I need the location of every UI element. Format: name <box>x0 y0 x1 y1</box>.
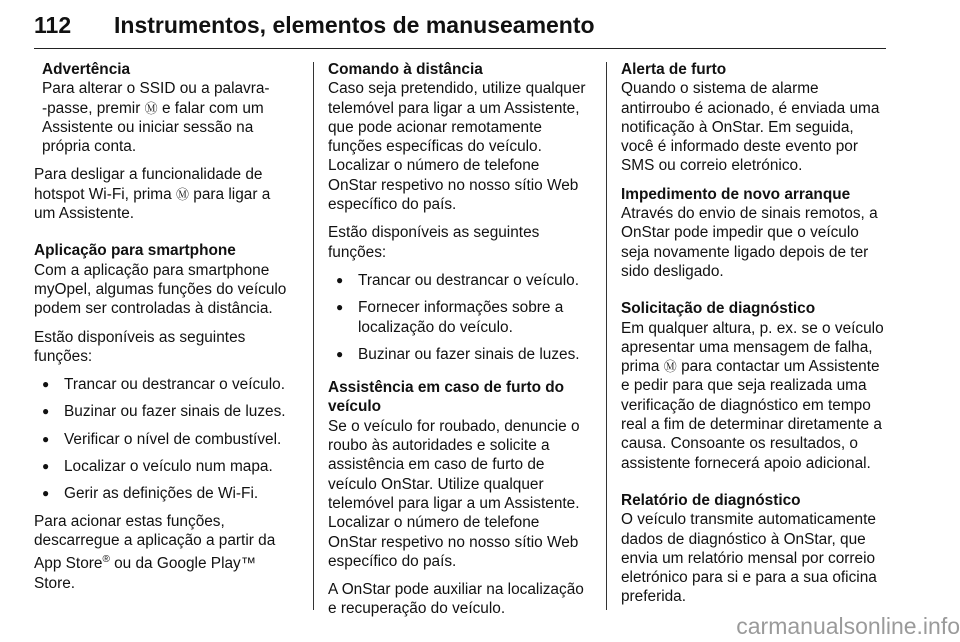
section-heading: Relatório de diagnóstico <box>621 491 801 509</box>
registered-mark: ® <box>102 554 110 566</box>
paragraph: Caso seja pretendido, utilize qualquer telemóvel para ligar a um Assistente, que pode acionar remotamente funções específicas do veículo. Localizar o número de telefone OnStar respetivo no nosso sítio Web específico do país. <box>328 80 586 214</box>
warning-line: Assistente ou iniciar sessão na <box>42 118 254 136</box>
warning-line: Para alterar o SSID ou a palavra- <box>42 80 270 98</box>
section-heading: Solicitação de diagnóstico <box>621 300 816 318</box>
paragraph: O veículo transmite automaticamente dados de diagnóstico à OnStar, que envia um relatório mensal por correio eletrónico para si e para a sua oficina preferida. <box>621 511 877 606</box>
list-item: ● Gerir as definições de Wi-Fi. <box>34 484 298 503</box>
warning-title: Advertência <box>42 61 131 78</box>
paragraph: Em qualquer altura, p. ex. se o veículo apresentar uma mensagem de falha, prima Ⓜ para contactar um Assistente e pedir para que seja realizada uma verificação de diagnóstico em tempo real a fim de determinar diretamente a causa. Consoante os resultados, o assistente fornecerá apoio adicional. <box>621 319 884 472</box>
list-item: ● Trancar ou destrancar o veículo. <box>34 375 298 394</box>
column-divider <box>313 62 314 610</box>
paragraph: Com a aplicação para smartphone myOpel, algumas funções do veículo podem ser controladas à distância. <box>34 261 287 318</box>
list-item: ● Localizar o veículo num mapa. <box>34 457 298 476</box>
paragraph: Quando o sistema de alarme antirroubo é acionado, é enviada uma notificação à OnStar. Em seguida, você é informado deste evento por SMS ou correio eletrónico. <box>621 80 880 175</box>
warning-box <box>34 60 298 156</box>
column-2 <box>328 60 592 619</box>
column-3 <box>621 60 889 607</box>
onstar-button-icon: Ⓜ <box>144 100 158 116</box>
paragraph: Se o veículo for roubado, denuncie o roubo às autoridades e solicite a assistência em caso de furto de veículo OnStar. Utilize qualquer telemóvel para ligar a um Assistente. Localizar o número de telefone OnStar respetivo no nosso sítio Web específico do país. <box>328 417 580 570</box>
section-heading: Comando à distância <box>328 61 483 78</box>
paragraph: A OnStar pode auxiliar na localização e recuperação do veículo. <box>328 581 584 618</box>
section-heading: Impedimento de novo arranque <box>621 185 851 203</box>
paragraph: Através do envio de sinais remotos, a OnStar pode impedir que o veículo seja novamente ligado depois de ter sido desligado. <box>621 205 878 280</box>
list-item: ● Fornecer informações sobre a localização do veículo. <box>328 298 592 337</box>
list-item: ● Buzinar ou fazer sinais de luzes. <box>328 345 592 364</box>
bullet-list <box>34 375 298 503</box>
warning-line: -passe, premir Ⓜ e falar com um <box>42 99 264 117</box>
section-heading: Alerta de furto <box>621 61 727 78</box>
page-number: 112 <box>34 12 72 38</box>
warning-line: própria conta. <box>42 138 137 156</box>
section-heading: Assistência em caso de furto do veículo <box>328 379 565 416</box>
page-title: Instrumentos, elementos de manuseamento <box>114 12 595 38</box>
column-1 <box>34 60 298 593</box>
bullet-list <box>328 271 592 364</box>
paragraph: Estão disponíveis as seguintes funções: <box>328 224 540 261</box>
list-item: ● Verificar o nível de combustível. <box>34 430 298 449</box>
paragraph: Para acionar estas funções, descarregue a aplicação a partir da App Store® ou da Google Play™ Store. <box>34 512 276 592</box>
page-header <box>34 8 886 49</box>
paragraph: Estão disponíveis as seguintes funções: <box>34 328 246 365</box>
column-divider <box>606 62 607 610</box>
list-item: ● Trancar ou destrancar o veículo. <box>328 271 592 290</box>
section-heading: Aplicação para smartphone <box>34 242 236 260</box>
list-item: ● Buzinar ou fazer sinais de luzes. <box>34 402 298 421</box>
hotspot-paragraph: Para desligar a funcionalidade de hotspot Wi-Fi, prima Ⓜ para ligar a um Assistente. <box>34 166 271 223</box>
watermark: carmanualsonline.info <box>736 613 960 639</box>
onstar-button-icon: Ⓜ <box>663 359 677 375</box>
onstar-button-icon: Ⓜ <box>175 186 189 202</box>
